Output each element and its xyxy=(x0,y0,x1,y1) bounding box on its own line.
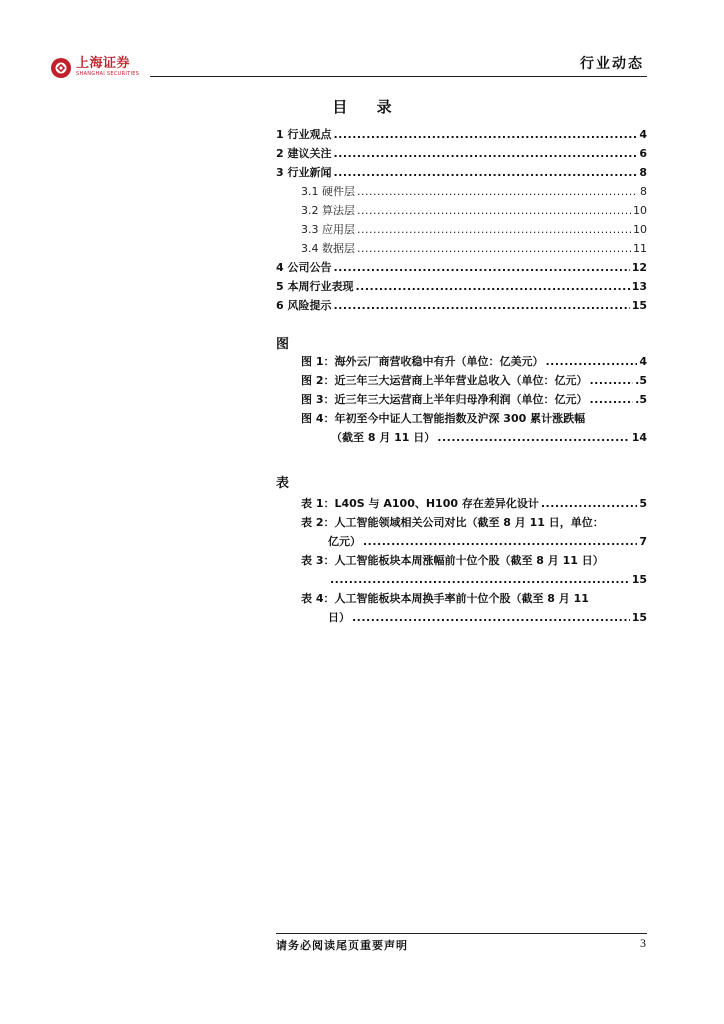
toc-entry[interactable] xyxy=(276,280,647,294)
toc-entry-label: 6 风险提示 xyxy=(276,299,332,312)
table-entry-continuation[interactable] xyxy=(328,535,647,549)
leader-dots xyxy=(333,147,637,161)
figure-entry-label[interactable]: 图 4：年初至今中证人工智能指数及沪深 300 累计涨跌幅 xyxy=(301,412,586,425)
figure-entry-page: .5 xyxy=(635,374,647,387)
toc-entry-page: 8 xyxy=(639,166,647,179)
leader-dots xyxy=(589,374,633,388)
figure-entry-label-cont: （截至 8 月 11 日） xyxy=(331,431,436,444)
leader-dots xyxy=(545,355,637,369)
figure-entry-page: .5 xyxy=(635,393,647,406)
table-entry-continuation[interactable] xyxy=(328,573,647,587)
toc-title: 目 录 xyxy=(332,98,404,116)
leader-dots xyxy=(355,280,629,294)
toc-entry-page: 8 xyxy=(640,185,647,198)
logo-emblem-icon xyxy=(50,57,72,79)
report-type-title: 行业动态 xyxy=(580,56,644,72)
toc-entry[interactable] xyxy=(276,147,647,161)
toc-entry-label: 2 建议关注 xyxy=(276,147,332,160)
leader-dots xyxy=(333,299,629,313)
figure-entry[interactable] xyxy=(301,374,647,388)
toc-entry-page: 13 xyxy=(631,280,647,293)
figure-entry-label: 图 1：海外云厂商营收稳中有升（单位：亿美元） xyxy=(301,355,544,368)
toc-entry[interactable] xyxy=(276,166,647,180)
leader-dots xyxy=(541,497,637,511)
table-entry[interactable] xyxy=(301,497,647,511)
table-entry-continuation[interactable] xyxy=(328,611,647,625)
leader-dots xyxy=(357,204,631,218)
table-entry-label[interactable]: 表 2：人工智能领域相关公司对比（截至 8 月 11 日，单位： xyxy=(301,516,604,529)
toc-entry-page: 10 xyxy=(633,223,647,236)
table-entry-label[interactable]: 表 4：人工智能板块本周换手率前十位个股（截至 8 月 11 xyxy=(301,592,589,605)
table-entry-page: 7 xyxy=(639,535,647,548)
figure-entry-continuation[interactable] xyxy=(331,431,647,445)
figure-entry-label: 图 3：近三年三大运营商上半年归母净利润（单位：亿元） xyxy=(301,393,588,406)
table-entry-label-cont: 亿元） xyxy=(328,535,361,548)
leader-dots xyxy=(333,166,637,180)
table-entry-page: 5 xyxy=(639,497,647,510)
leader-dots xyxy=(330,573,630,587)
figure-entry-label: 图 2：近三年三大运营商上半年营业总收入（单位：亿元） xyxy=(301,374,588,387)
leader-dots xyxy=(357,185,638,199)
toc-entry-page: 15 xyxy=(631,299,647,312)
leader-dots xyxy=(333,261,629,275)
leader-dots xyxy=(589,393,633,407)
toc-subentry[interactable] xyxy=(301,223,647,237)
page-number: 3 xyxy=(640,936,646,950)
table-entry-page: 15 xyxy=(631,611,647,624)
table-entry-label[interactable]: 表 3：人工智能板块本周涨幅前十位个股（截至 8 月 11 日） xyxy=(301,554,604,567)
figure-entry-page: 14 xyxy=(631,431,647,444)
figures-heading: 图 xyxy=(276,337,290,352)
tables-heading: 表 xyxy=(276,476,290,491)
logo-english-name: SHANGHAI SECURITIES xyxy=(76,71,140,77)
toc-entry-label: 3.3 应用层 xyxy=(301,223,355,236)
leader-dots xyxy=(357,223,631,237)
toc-entry-page: 4 xyxy=(639,128,647,141)
page-header xyxy=(0,0,724,80)
table-entry-page: 15 xyxy=(631,573,647,586)
footer-divider xyxy=(276,933,647,934)
toc-subentry[interactable] xyxy=(301,185,647,199)
toc-entry-page: 10 xyxy=(633,204,647,217)
toc-subentry[interactable] xyxy=(301,204,647,218)
company-logo xyxy=(50,57,139,79)
toc-entry-label: 1 行业观点 xyxy=(276,128,332,141)
leader-dots xyxy=(357,242,631,256)
leader-dots xyxy=(352,611,630,625)
table-entry-label-cont: 日） xyxy=(328,611,350,624)
toc-entry-page: 6 xyxy=(639,147,647,160)
toc-entry-label: 5 本周行业表现 xyxy=(276,280,354,293)
leader-dots xyxy=(333,128,637,142)
footer-disclaimer: 请务必阅读尾页重要声明 xyxy=(276,939,408,952)
toc-entry-page: 11 xyxy=(633,242,647,255)
toc-subentry[interactable] xyxy=(301,242,647,256)
toc-entry-label: 3.1 硬件层 xyxy=(301,185,355,198)
logo-chinese-name: 上海证券 xyxy=(76,56,131,71)
header-divider xyxy=(150,76,647,77)
toc-entry[interactable] xyxy=(276,261,647,275)
leader-dots xyxy=(437,431,629,445)
toc-entry-label: 3 行业新闻 xyxy=(276,166,332,179)
figure-entry-page: 4 xyxy=(639,355,647,368)
table-entry-label: 表 1：L40S 与 A100、H100 存在差异化设计 xyxy=(301,497,539,510)
figure-entry[interactable] xyxy=(301,355,647,369)
toc-entry-page: 12 xyxy=(631,261,647,274)
toc-entry[interactable] xyxy=(276,299,647,313)
toc-entry-label: 3.4 数据层 xyxy=(301,242,355,255)
figure-entry[interactable] xyxy=(301,393,647,407)
leader-dots xyxy=(363,535,637,549)
toc-entry-label: 4 公司公告 xyxy=(276,261,332,274)
toc-entry-label: 3.2 算法层 xyxy=(301,204,355,217)
toc-entry[interactable] xyxy=(276,128,647,142)
